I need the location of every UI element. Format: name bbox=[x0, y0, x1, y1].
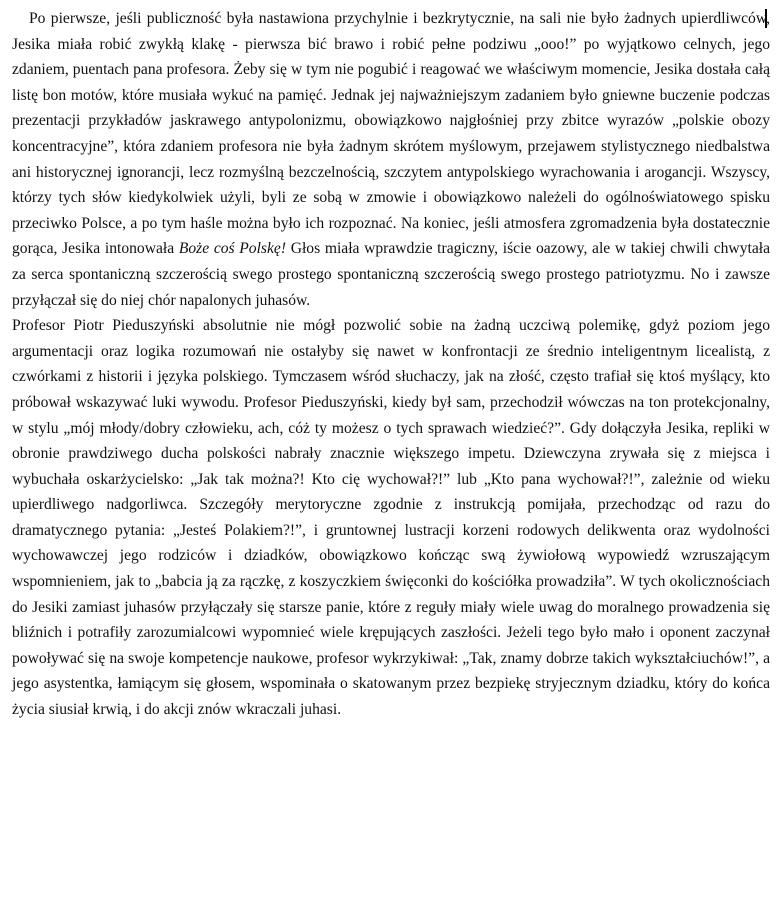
paragraph-1-text-continued: Głos miała wprawdzie tragiczny, iście oazowy, ale w takiej chwili chwytała za serca spontaniczną szczerością swego prostego spontaniczną szczerością swego prostego patriotyzmu. No i zawsze przyłączał się do niej chór napalonych juhasów. bbox=[12, 240, 771, 309]
paragraph-1-text: Po pierwsze, jeśli publiczność była nastawiona przychylnie i bezkrytycznie, na sali nie było żadnych upierdliwców, Jesika miała robić zwykłą klakę - pierwsza bić brawo i robić pełne podziwu „ooo!” po wyjątkowo celnych, jego zdaniem, puentach pana profesora. Żeby się w tym nie pogubić i reagować we właściwym momencie, Jesika dostała całą listę bon motów, które musiała wykuć na pamięć. Jednak jej najważniejszym zadaniem było gniewne buczenie podczas prezentacji przykładów jaskrawego antypolonizmu, obowiązkowo najgłośniej przy zbitce wyrazów „polskie obozy koncentracyjne”, która zdaniem profesora nie była żadnym skrótem myślowym, przejawem stylistycznego niedbalstwa ani historycznej ignorancji, lecz rozmyślną bezczelnością, szczytem antypolskiego wyrachowania i arogancji. Wszyscy, którzy tych słów kiedykolwiek użyli, byli ze sobą w zmowie i obowiązkowo należeli do ogólnoświatowego spisku przeciwko Polsce, a po tym haśle można było ich rozpoznać. Na koniec, jeśli atmosfera zgromadzenia była dostatecznie gorąca, Jesika intonowała bbox=[12, 10, 770, 258]
song-title-italic: Boże coś Polskę! bbox=[178, 240, 287, 258]
paragraph-2: Profesor Piotr Pieduszyński absolutnie nie mógł pozwolić sobie na żadną uczciwą polemikę, gdyż poziom jego argumentacji oraz logika rozumowań nie ostałyby się nawet w konfrontacji ze średnio inteligentnym licealistą, z czwórkami z historii i języka polskiego. Tymczasem wśród słuchaczy, jak na złość, często trafiał się ktoś myślący, kto próbował wskazywać luki wywodu. Profesor Pieduszyński, kiedy był sam, przechodził wówczas na ton protekcjonalny, w stylu „mój młody/dobry człowieku, ach, cóż ty możesz o tych sprawach wiedzieć?”. Gdy dołączyła Jesika, repliki w obronie prawdziwego ducha polskości nabrały znacznie większego impetu. Dziewczyna zrywała się z miejsca i wybuchała oskarżycielsko: „Jak tak można?! Kto cię wychował?!” lub „Kto pana wychował?!”, zależnie od wieku upierdliwego nadgorliwca. Szczegóły merytoryczne zgodnie z instrukcją pomijała, przechodząc od razu do dramatycznego pytania: „Jesteś Polakiem?!”, i gruntownej lustracji korzeni rodowych delikwenta oraz wydolności wychowawczej jego rodziców i dziadków, obowiązkowo kończąc swą żywiołową wypowiedź wzruszającym wspomnieniem, jak to „babcia ją za rączkę, z koszyczkiem święconki do kościółka prowadziła”. W tych okolicznościach do Jesiki zamiast juhasów przyłączały się starsze panie, które z reguły miały wiele uwag do moralnego prowadzenia się bliźnich i potrafiły zarozumialcowi wypomnieć wiele krępujących zaszłości. Jeżeli tego było mało i oponent zaczynał powoływać się na swoje kompetencje naukowe, profesor wykrzykiwał: „Tak, znamy dobrze takich wykształciuchów!”, a jego asystentka, łamiącym się głosem, wspominała o skatowanym przez bezpiekę stryjecznym dziadku, który do końca życia siusiał krwią, i do akcji znów wkraczali juhasi. bbox=[12, 317, 770, 719]
document-body[interactable] bbox=[12, 6, 770, 723]
paragraph-1 bbox=[12, 6, 770, 313]
